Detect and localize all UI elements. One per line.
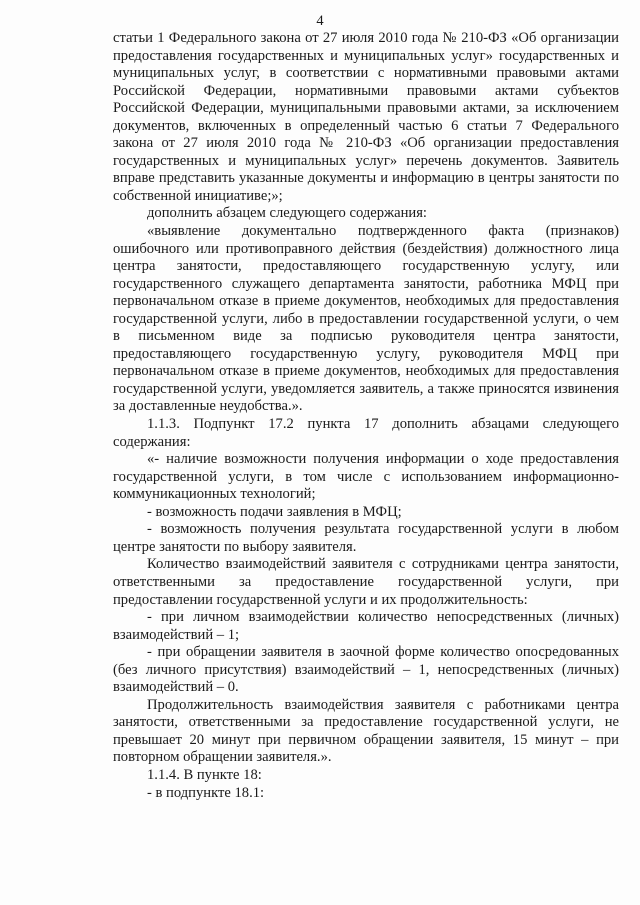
paragraph-add-clause: дополнить абзацем следующего содержания: — [147, 205, 427, 222]
paragraph-remote-interaction: - при обращении заявителя в заочной форме количество опосредованных (без личного присутствия) взаимодействий – 1, непосредственных (личных) взаимодействий – 0. — [113, 644, 619, 696]
paragraph-mfc-application: - возможность подачи заявления в МФЦ; — [147, 503, 402, 520]
paragraph-subclause-1-1-4: 1.1.4. В пункте 18: — [147, 766, 262, 783]
paragraph-continuation-statute: статьи 1 Федерального закона от 27 июля 2010 года № 210-ФЗ «Об организации предоставления государственных и муниципальных услуг» государственных и муниципальных услуг, в соответствии с нормативными правовыми актами Российской Федерации, нормативными правовыми актами субъектов Российской Федерации, муниципальными правовыми актами, за исключением документов, включенных в определенный частью 6 статьи 7 Федерального закона от 27 июля 2010 года № 210-ФЗ «Об организации предоставления государственных и муниципальных услуг» перечень документов. Заявитель вправе представить указанные документы и информацию в центры занятости по собственной инициативе;»; — [113, 30, 619, 204]
paragraph-interaction-count: Количество взаимодействий заявителя с сотрудниками центра занятости, ответственными за предоставление государственной услуги, при предоставлении государственной услуги и их продолжительность: — [113, 556, 619, 608]
paragraph-subclause-1-1-3: 1.1.3. Подпункт 17.2 пункта 17 дополнить абзацами следующего содержания: — [113, 416, 619, 450]
paragraph-error-detection: «выявление документально подтвержденного факта (признаков) ошибочного или противоправного действия (бездействия) должностного лица центра занятости, предоставляющего государственную услугу, или государственного служащего департамента занятости, работника МФЦ при первоначальном отказе в приеме документов, необходимых для предоставления государственной услуги, либо в предоставлении государственной услуги, о чем в письменном виде за подписью руководителя центра занятости, предоставляющего государственную услугу, руководителя МФЦ при первоначальном отказе в приеме документов, необходимых для предоставления государственной услуги, уведомляется заявитель, а также приносятся извинения за доставленные неудобства.». — [113, 223, 619, 415]
page-number: 4 — [316, 13, 324, 29]
document-body — [113, 30, 619, 802]
paragraph-personal-interaction: - при личном взаимодействии количество непосредственных (личных) взаимодействий – 1; — [113, 609, 619, 643]
paragraph-info-availability: «- наличие возможности получения информации о ходе предоставления государственной услуги, в том числе с использованием информационно-коммуникационных технологий; — [113, 451, 619, 503]
paragraph-subclause-18-1: - в подпункте 18.1: — [147, 784, 265, 801]
paragraph-result-any-center: - возможность получения результата государственной услуги в любом центре занятости по выбору заявителя. — [113, 521, 619, 555]
paragraph-interaction-duration: Продолжительность взаимодействия заявителя с работниками центра занятости, ответственными за предоставление государственной услуги, не превышает 20 минут при первичном обращении заявителя, 15 минут – при повторном обращении заявителя.». — [113, 696, 619, 766]
